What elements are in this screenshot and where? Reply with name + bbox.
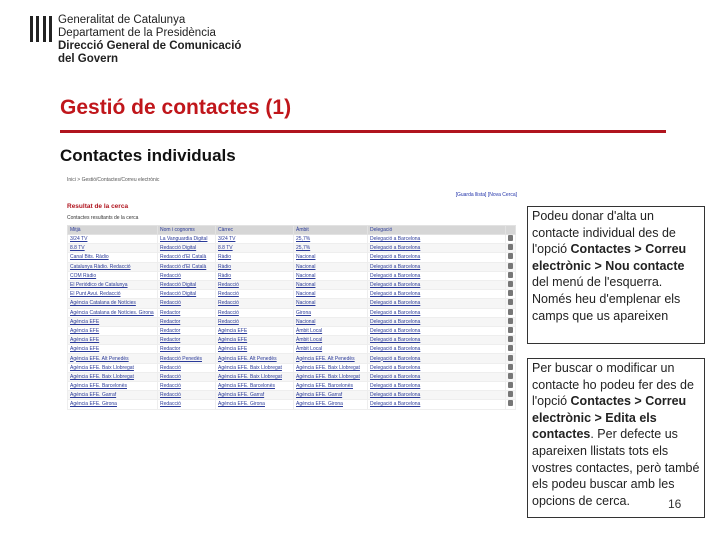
trash-icon[interactable] xyxy=(508,253,513,259)
table-cell[interactable]: Delegació a Barcelona xyxy=(368,290,506,299)
table-row[interactable] xyxy=(68,326,516,335)
table-cell[interactable]: Redacció xyxy=(158,372,216,381)
table-cell[interactable]: Delegació a Barcelona xyxy=(368,336,506,345)
breadcrumb: Inici > Gestió/Contactes/Correu electrònic xyxy=(67,177,160,183)
table-cell[interactable]: Redacció xyxy=(216,290,294,299)
table-cell[interactable]: Ràdio xyxy=(216,262,294,271)
table-cell[interactable]: Àmbit Local xyxy=(294,345,368,354)
table-cell[interactable]: Àmbit Local xyxy=(294,336,368,345)
table-cell[interactable]: Delegació a Barcelona xyxy=(368,400,506,409)
table-cell[interactable]: 8.8 TV xyxy=(216,244,294,253)
table-cell[interactable]: 3/24 TV xyxy=(216,235,294,244)
delete-cell[interactable] xyxy=(506,308,516,317)
table-cell[interactable]: Redacció xyxy=(158,400,216,409)
table-header-row xyxy=(68,226,516,235)
table-cell[interactable]: Delegació a Barcelona xyxy=(368,382,506,391)
table-cell[interactable]: Agència EFE. Girona xyxy=(68,400,158,409)
trash-icon[interactable] xyxy=(508,281,513,287)
trash-icon[interactable] xyxy=(508,263,513,269)
table-cell[interactable]: Delegació a Barcelona xyxy=(368,372,506,381)
header xyxy=(30,14,241,66)
table-cell[interactable]: Redacció Digital xyxy=(158,290,216,299)
delete-cell[interactable] xyxy=(506,299,516,308)
table-cell[interactable]: Agència EFE xyxy=(68,345,158,354)
table-cell[interactable]: Agència EFE xyxy=(68,326,158,335)
delete-cell[interactable] xyxy=(506,317,516,326)
table-cell[interactable]: Agència EFE. Girona xyxy=(294,400,368,409)
table-cell[interactable]: Delegació a Barcelona xyxy=(368,326,506,335)
table-cell[interactable]: Agència EFE. Garraf xyxy=(294,391,368,400)
trash-icon[interactable] xyxy=(508,235,513,241)
trash-icon[interactable] xyxy=(508,382,513,388)
delete-cell[interactable] xyxy=(506,326,516,335)
table-cell[interactable]: Redacció Digital xyxy=(158,280,216,289)
table-cell[interactable]: Delegació a Barcelona xyxy=(368,280,506,289)
top-links[interactable]: [Guarda llista] [Nova Cerca] xyxy=(455,192,517,198)
delete-cell[interactable] xyxy=(506,280,516,289)
results-subtitle: Contactes resultants de la cerca xyxy=(67,215,139,221)
table-cell[interactable]: 8.8 TV xyxy=(68,244,158,253)
table-cell[interactable]: Redacció xyxy=(158,391,216,400)
table-cell[interactable]: Ràdio xyxy=(216,253,294,262)
org-line-3: Direcció General de Comunicació xyxy=(58,40,242,52)
table-cell[interactable]: Nacional xyxy=(294,253,368,262)
table-cell[interactable]: Redactor xyxy=(158,308,216,317)
table-cell[interactable]: Agència EFE. Baix Llobregat xyxy=(216,372,294,381)
menu-path: Contactes > Correu electrònic > Nou contacte xyxy=(532,242,687,273)
table-cell[interactable]: Delegació a Barcelona xyxy=(368,345,506,354)
trash-icon[interactable] xyxy=(508,355,513,361)
table-row[interactable] xyxy=(68,280,516,289)
table-cell[interactable]: Redacció xyxy=(158,382,216,391)
table-cell[interactable]: Delegació a Barcelona xyxy=(368,299,506,308)
table-cell[interactable]: Delegació a Barcelona xyxy=(368,235,506,244)
table-cell[interactable]: Agència EFE. Girona xyxy=(216,400,294,409)
org-line-4: del Govern xyxy=(58,53,119,65)
table-cell[interactable]: Nacional xyxy=(294,262,368,271)
delete-cell[interactable] xyxy=(506,363,516,372)
callout-text: . Per defecte us apareixen llistats tots els vostres contactes, però també els podeu buscar amb les opcions de cerca. xyxy=(532,427,700,508)
trash-icon[interactable] xyxy=(508,309,513,315)
table-row[interactable] xyxy=(68,354,516,363)
column-header[interactable]: Delegació xyxy=(368,226,506,235)
delete-cell[interactable] xyxy=(506,262,516,271)
table-cell[interactable]: Agència EFE. Alt Penedès xyxy=(68,354,158,363)
delete-cell[interactable] xyxy=(506,345,516,354)
table-row[interactable] xyxy=(68,235,516,244)
delete-cell[interactable] xyxy=(506,336,516,345)
table-row[interactable] xyxy=(68,317,516,326)
page-number: 16 xyxy=(668,497,682,511)
column-header[interactable]: Nom i cognoms xyxy=(158,226,216,235)
table-cell[interactable]: Nacional xyxy=(294,317,368,326)
trash-icon[interactable] xyxy=(508,318,513,324)
table-cell[interactable]: Nacional xyxy=(294,299,368,308)
table-cell[interactable]: Redacció xyxy=(216,280,294,289)
table-row[interactable] xyxy=(68,299,516,308)
table-cell[interactable]: Redacció xyxy=(216,308,294,317)
table-row[interactable] xyxy=(68,290,516,299)
table-cell[interactable]: Agència EFE. Baix Llobregat xyxy=(294,372,368,381)
table-cell[interactable]: Agència EFE xyxy=(216,345,294,354)
table-row[interactable] xyxy=(68,391,516,400)
table-cell[interactable]: Agència EFE xyxy=(216,336,294,345)
delete-cell[interactable] xyxy=(506,244,516,253)
table-cell[interactable]: Delegació a Barcelona xyxy=(368,308,506,317)
table-row[interactable] xyxy=(68,244,516,253)
table-cell[interactable]: Àmbit Local xyxy=(294,326,368,335)
table-cell[interactable]: Agència EFE. Alt Penedès xyxy=(294,354,368,363)
table-cell[interactable]: Delegació a Barcelona xyxy=(368,244,506,253)
table-cell[interactable]: Agència EFE. Garraf xyxy=(216,391,294,400)
table-cell[interactable]: Delegació a Barcelona xyxy=(368,363,506,372)
delete-cell[interactable] xyxy=(506,400,516,409)
column-header[interactable]: Àmbit xyxy=(294,226,368,235)
table-cell[interactable]: Agència EFE. Barcelonès xyxy=(216,382,294,391)
trash-icon[interactable] xyxy=(508,373,513,379)
column-header xyxy=(506,226,516,235)
table-cell[interactable]: Nacional xyxy=(294,271,368,280)
column-header[interactable]: Mitjà xyxy=(68,226,158,235)
delete-cell[interactable] xyxy=(506,290,516,299)
table-cell[interactable]: Agència EFE. Baix Llobregat xyxy=(68,363,158,372)
table-cell[interactable]: Redacció xyxy=(158,271,216,280)
delete-cell[interactable] xyxy=(506,354,516,363)
table-cell[interactable]: Redacció xyxy=(216,317,294,326)
trash-icon[interactable] xyxy=(508,327,513,333)
table-row[interactable] xyxy=(68,308,516,317)
table-cell[interactable]: Delegació a Barcelona xyxy=(368,271,506,280)
trash-icon[interactable] xyxy=(508,244,513,250)
callout-text: Podeu donar d'alta un contacte individual des de l'opció xyxy=(532,209,676,257)
table-cell[interactable]: Delegació a Barcelona xyxy=(368,262,506,271)
table-cell[interactable]: Redacció Penedès xyxy=(158,354,216,363)
table-cell[interactable]: Redacció d'El Català xyxy=(158,262,216,271)
callout-text: Per buscar o modificar un contacte ho podeu fer des de l'opció xyxy=(532,361,694,409)
table-cell[interactable]: Delegació a Barcelona xyxy=(368,253,506,262)
table-cell[interactable]: Redacció d'El Català xyxy=(158,253,216,262)
table-cell[interactable]: Redacció xyxy=(216,299,294,308)
table-cell[interactable]: Agència EFE xyxy=(68,317,158,326)
table-cell[interactable]: Nacional xyxy=(294,290,368,299)
trash-icon[interactable] xyxy=(508,391,513,397)
table-cell[interactable]: El Punt Avui. Redacció xyxy=(68,290,158,299)
table-cell[interactable]: Agència EFE xyxy=(68,336,158,345)
table-cell[interactable]: Agència EFE. Baix Llobregat xyxy=(294,363,368,372)
org-line-1: Generalitat de Catalunya xyxy=(58,14,186,26)
table-row[interactable] xyxy=(68,400,516,409)
table-cell[interactable]: Redactor xyxy=(158,336,216,345)
contacts-screenshot xyxy=(65,175,520,485)
trash-icon[interactable] xyxy=(508,290,513,296)
trash-icon[interactable] xyxy=(508,345,513,351)
table-cell[interactable]: Agència EFE. Barcelonès xyxy=(294,382,368,391)
table-cell[interactable]: Girona xyxy=(294,308,368,317)
delete-cell[interactable] xyxy=(506,253,516,262)
table-cell[interactable]: Delegació a Barcelona xyxy=(368,391,506,400)
table-cell[interactable]: Agència Catalana de Notícies xyxy=(68,299,158,308)
table-cell[interactable]: Agència Catalana de Notícies. Girona xyxy=(68,308,158,317)
delete-cell[interactable] xyxy=(506,271,516,280)
table-cell[interactable]: 25,7% xyxy=(294,244,368,253)
generalitat-logo-icon xyxy=(30,16,52,42)
table-row[interactable] xyxy=(68,372,516,381)
table-cell[interactable]: COM Ràdio xyxy=(68,271,158,280)
table-cell[interactable]: Delegació a Barcelona xyxy=(368,354,506,363)
delete-cell[interactable] xyxy=(506,372,516,381)
table-cell[interactable]: Agència EFE. Baix Llobregat xyxy=(216,363,294,372)
trash-icon[interactable] xyxy=(508,272,513,278)
table-row[interactable] xyxy=(68,253,516,262)
table-cell[interactable]: Redacció Digital xyxy=(158,244,216,253)
title-divider xyxy=(60,130,666,133)
delete-cell[interactable] xyxy=(506,382,516,391)
table-cell[interactable]: 3/24 TV xyxy=(68,235,158,244)
table-cell[interactable]: Agència EFE xyxy=(216,326,294,335)
trash-icon[interactable] xyxy=(508,364,513,370)
table-row[interactable] xyxy=(68,262,516,271)
contacts-table xyxy=(67,225,516,410)
table-row[interactable] xyxy=(68,345,516,354)
table-cell[interactable]: Delegació a Barcelona xyxy=(368,317,506,326)
table-row[interactable] xyxy=(68,336,516,345)
table-cell[interactable]: Redacció xyxy=(158,299,216,308)
table-row[interactable] xyxy=(68,271,516,280)
table-cell[interactable]: Agència EFE. Baix Llobregat xyxy=(68,372,158,381)
trash-icon[interactable] xyxy=(508,400,513,406)
callout-new-contact xyxy=(527,206,705,344)
callout-edit-contacts xyxy=(527,358,705,518)
callout-text: del menú de l'esquerra. Només heu d'emplenar els camps que us apareixen xyxy=(532,275,681,323)
delete-cell[interactable] xyxy=(506,235,516,244)
table-cell[interactable]: Redactor xyxy=(158,326,216,335)
slide-title: Gestió de contactes (1) xyxy=(60,96,292,119)
table-row[interactable] xyxy=(68,382,516,391)
org-line-2: Departament de la Presidència xyxy=(58,27,216,39)
slide-subtitle: Contactes individuals xyxy=(60,146,236,165)
organization-name xyxy=(58,14,241,66)
table-cell[interactable]: La Vanguardia Digital xyxy=(158,235,216,244)
trash-icon[interactable] xyxy=(508,336,513,342)
column-header[interactable]: Càrrec xyxy=(216,226,294,235)
trash-icon[interactable] xyxy=(508,299,513,305)
table-cell[interactable]: Redactor xyxy=(158,345,216,354)
table-cell[interactable]: Agència EFE. Alt Penedès xyxy=(216,354,294,363)
menu-path: Contactes > Correu electrònic > Edita els contactes xyxy=(532,394,687,442)
results-title: Resultat de la cerca xyxy=(67,203,129,210)
table-cell[interactable]: Agència EFE. Garraf xyxy=(68,391,158,400)
table-row[interactable] xyxy=(68,363,516,372)
table-cell[interactable]: Catalunya Ràdio. Redacció xyxy=(68,262,158,271)
table-cell[interactable]: El Periódico de Catalunya xyxy=(68,280,158,289)
table-cell[interactable]: Agència EFE. Barcelonès xyxy=(68,382,158,391)
table-cell[interactable]: Redactor xyxy=(158,317,216,326)
table-cell[interactable]: Nacional xyxy=(294,280,368,289)
table-cell[interactable]: 25,7% xyxy=(294,235,368,244)
delete-cell[interactable] xyxy=(506,391,516,400)
table-cell[interactable]: Redacció xyxy=(158,363,216,372)
table-cell[interactable]: Ràdio xyxy=(216,271,294,280)
table-cell[interactable]: Canal Bits. Ràdio xyxy=(68,253,158,262)
